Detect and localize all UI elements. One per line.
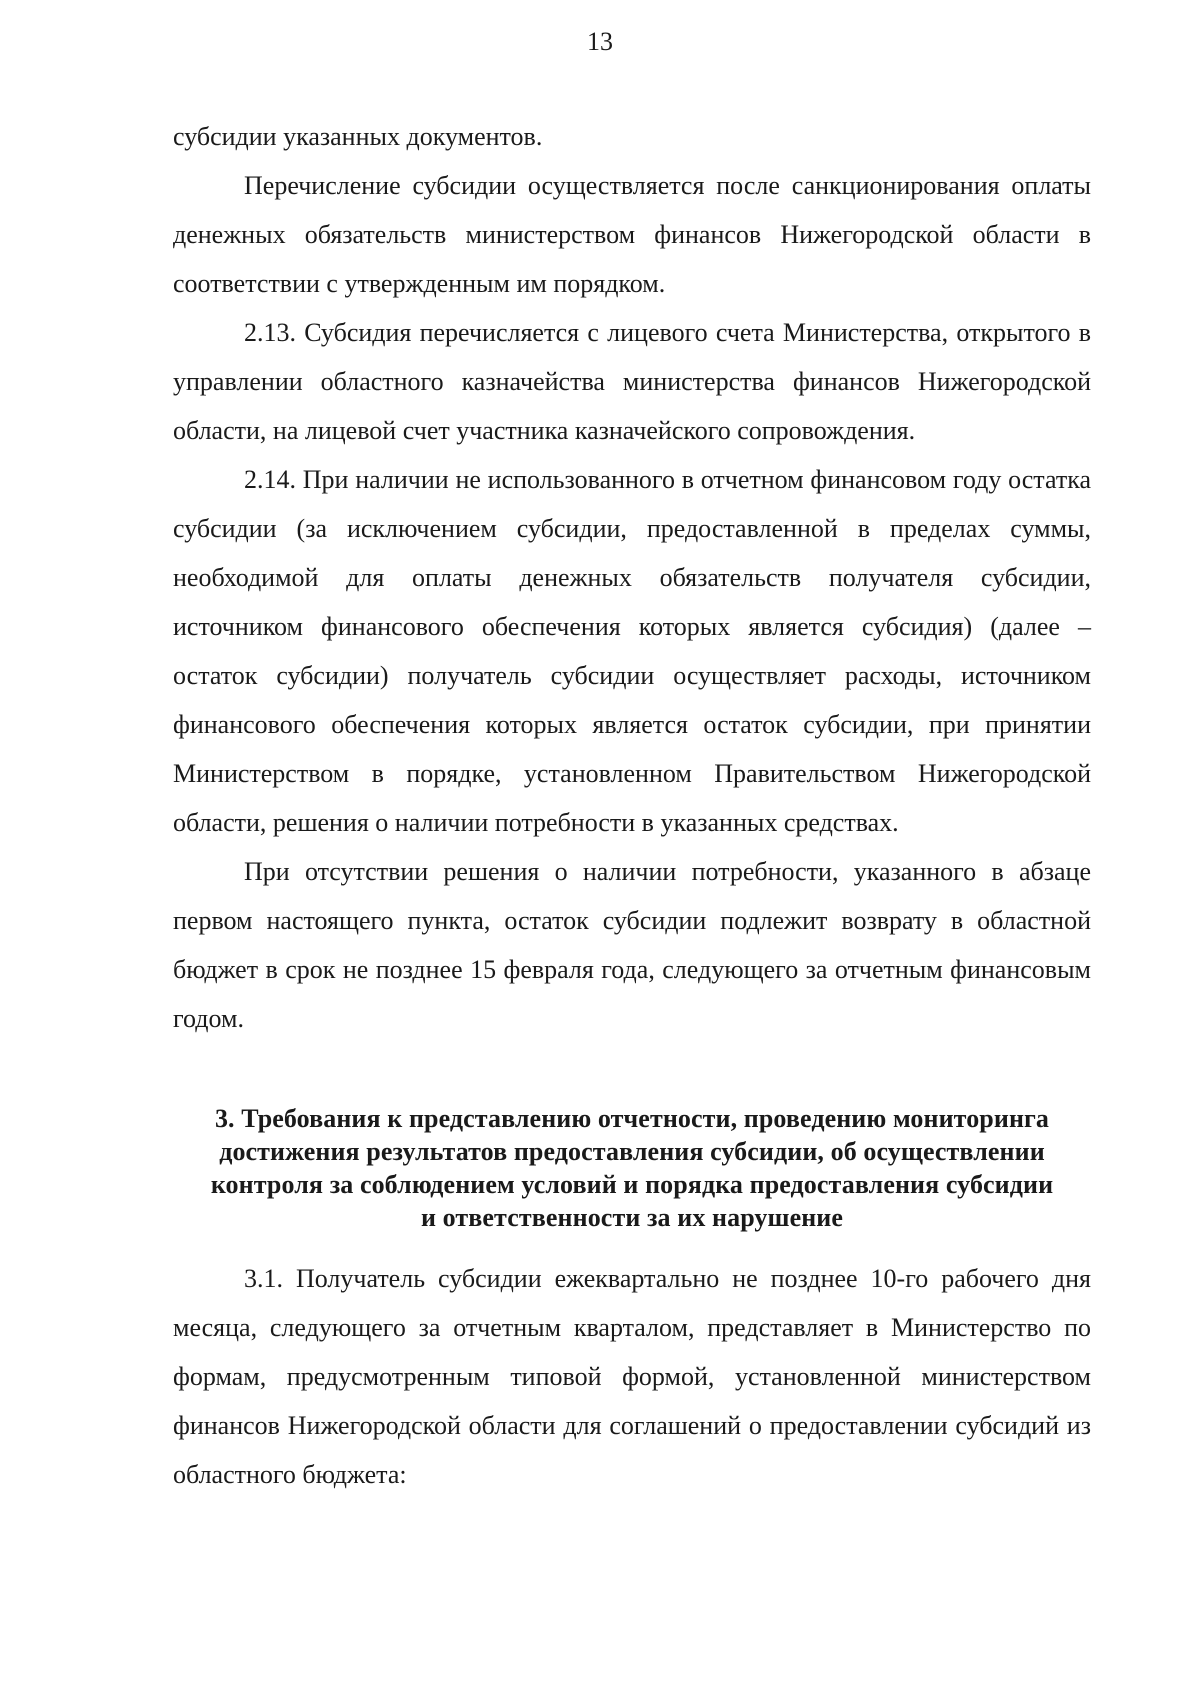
paragraph-return-of-balance: При отсутствии решения о наличии потребности, указанного в абзаце первом настоящего пункта, остаток субсидии подлежит возврату в областной бюджет в срок не позднее 15 февраля года, следующего за отчетным финансовым годом. bbox=[173, 857, 1091, 1033]
heading-spacer bbox=[173, 1234, 1091, 1254]
paragraph-2-13: 2.13. Субсидия перечисляется с лицевого счета Министерства, открытого в управлении областного казначейства министерства финансов Нижегородской области, на лицевой счет участника казначейского сопровождения. bbox=[173, 318, 1091, 445]
section-3-heading-line: контроля за соблюдением условий и порядка предоставления субсидии bbox=[210, 1170, 1054, 1199]
paragraph-2-14: 2.14. При наличии не использованного в отчетном финансовом году остатка субсидии (за исключением субсидии, предоставленной в пределах суммы, необходимой для оплаты денежных обязательств получателя субсидии, источником финансового обеспечения которых является субсидия) (далее – остаток субсидии) получатель субсидии осуществляет расходы, источником финансового обеспечения которых является остаток субсидии, при принятии Министерством в порядке, установленном Правительством Нижегородской области, решения о наличии потребности в указанных средствах. bbox=[173, 465, 1091, 837]
page-number: 13 bbox=[587, 27, 613, 56]
section-spacer bbox=[173, 1043, 1091, 1102]
section-3-heading-line: 3. Требования к представлению отчетности, проведению мониторинга bbox=[214, 1104, 1050, 1133]
paragraph-transfer-after-sanction: Перечисление субсидии осуществляется после санкционирования оплаты денежных обязательств министерством финансов Нижегородской области в соответствии с утвержденным им порядком. bbox=[173, 171, 1091, 298]
section-3-heading bbox=[173, 1102, 1091, 1234]
paragraph-continuation: субсидии указанных документов. bbox=[173, 122, 543, 151]
section-3-heading-line: достижения результатов предоставления субсидии, об осуществлении bbox=[219, 1137, 1045, 1166]
document-body bbox=[173, 112, 1091, 1499]
section-3-heading-line: и ответственности за их нарушение bbox=[420, 1203, 844, 1232]
paragraph-3-1: 3.1. Получатель субсидии ежеквартально не позднее 10-го рабочего дня месяца, следующего за отчетным кварталом, представляет в Министерство по формам, предусмотренным типовой формой, установленной министерством финансов Нижегородской области для соглашений о предоставлении субсидий из областного бюджета: bbox=[173, 1264, 1091, 1489]
